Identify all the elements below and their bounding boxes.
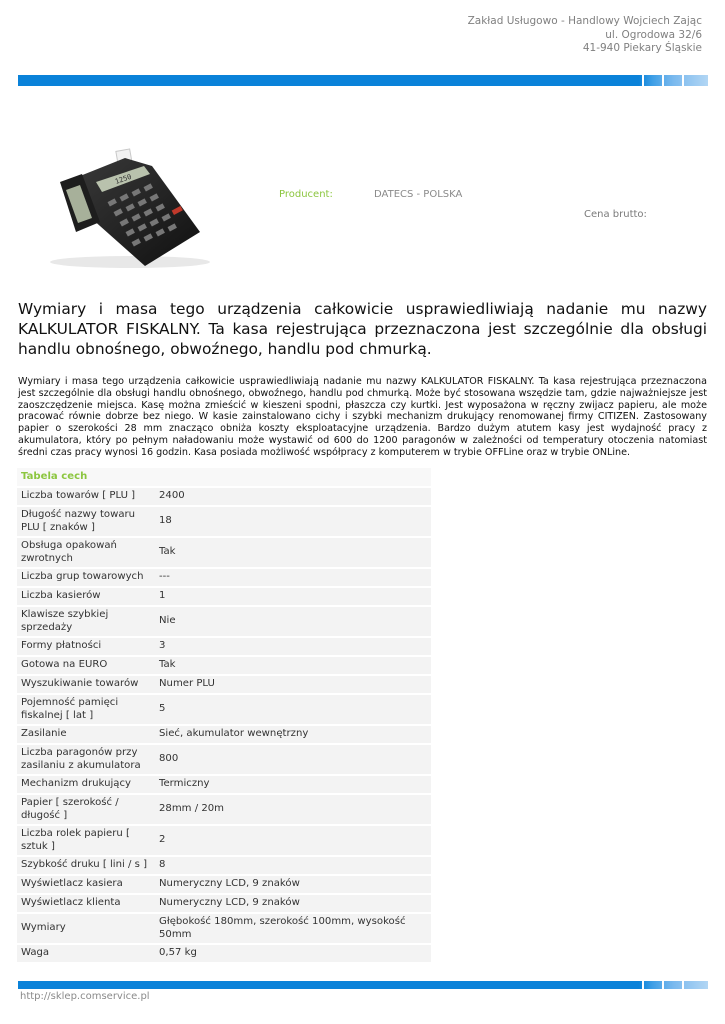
feature-label: Pojemność pamięci fiskalnej [ lat ] [17, 695, 155, 724]
producer-label: Producent: [279, 189, 333, 200]
table-row [17, 745, 431, 774]
table-row [17, 657, 431, 674]
feature-label: Papier [ szerokość / długość ] [17, 795, 155, 824]
feature-value: 8 [155, 857, 431, 874]
table-row [17, 695, 431, 724]
product-image [20, 140, 210, 270]
table-row [17, 914, 431, 943]
table-row [17, 588, 431, 605]
feature-label: Obsługa opakowań zwrotnych [17, 538, 155, 567]
feature-value: Numer PLU [155, 676, 431, 693]
producer-value: DATECS - POLSKA [374, 189, 463, 200]
feature-label: Liczba kasierów [17, 588, 155, 605]
company-name: Zakład Usługowo - Handlowy Wojciech Zając [467, 15, 702, 27]
table-row [17, 726, 431, 743]
feature-value: 0,57 kg [155, 945, 431, 962]
display-readout: 1250 [114, 172, 133, 186]
feature-value: Tak [155, 538, 431, 567]
features-table-header [17, 468, 431, 486]
feature-label: Liczba paragonów przy zasilaniu z akumulatora [17, 745, 155, 774]
feature-label: Liczba grup towarowych [17, 569, 155, 586]
header-divider-bar [18, 75, 708, 86]
table-row [17, 569, 431, 586]
feature-value: 2400 [155, 488, 431, 505]
table-row [17, 945, 431, 962]
feature-value: Nie [155, 607, 431, 636]
price-label: Cena brutto: [584, 209, 647, 220]
feature-label: Długość nazwy towaru PLU [ znaków ] [17, 507, 155, 536]
table-row [17, 795, 431, 824]
table-row [17, 676, 431, 693]
feature-label: Waga [17, 945, 155, 962]
company-city: 41-940 Piekary Śląskie [582, 42, 702, 54]
feature-value: 2 [155, 826, 431, 855]
feature-value: 28mm / 20m [155, 795, 431, 824]
feature-label: Wyszukiwanie towarów [17, 676, 155, 693]
feature-label: Mechanizm drukujący [17, 776, 155, 793]
feature-label: Zasilanie [17, 726, 155, 743]
feature-value: 1 [155, 588, 431, 605]
feature-label: Wyświetlacz klienta [17, 895, 155, 912]
table-row [17, 507, 431, 536]
feature-label: Klawisze szybkiej sprzedaży [17, 607, 155, 636]
table-row [17, 638, 431, 655]
table-row [17, 895, 431, 912]
feature-label: Wyświetlacz kasiera [17, 876, 155, 893]
table-row [17, 857, 431, 874]
feature-label: Liczba towarów [ PLU ] [17, 488, 155, 505]
product-description: Wymiary i masa tego urządzenia całkowicie usprawiedliwiają nadanie mu nazwy KALKULATOR FISKALNY. Ta kasa rejestrująca przeznaczona jest szczególnie dla obsługi handlu obnośnego, obwoźnego, handlu pod chmurką. Może być stosowana wszędzie tam, gdzie najważniejsze jest zaoszczędzenie miejsca. Kasę można zmieścić w kieszeni spodni, płaszcza czy kurtki. Jest wyposażona w ręczny zwijacz papieru, ale może pracować równie dobrze bez niego. W kasie zainstalowano cichy i szybki mechanizm drukujący renomowanej firmy CITIZEN. Zastosowany papier o szerokości 28 mm znacząco obniża koszty eksploatacyjne urządzenia. Bardzo dużym atutem kasy jest wydajność pracy z akumulatora, który po pełnym naładowaniu może wystawić od 600 do 1200 paragonów w zależności od temperatury otoczenia natomiast średni czas pracy wynosi 16 godzin. Kasa posiada możliwość współpracy z komputerem w trybie OFFLine oraz w trybie ONLine. [18, 376, 707, 458]
company-street: ul. Ogrodowa 32/6 [605, 28, 702, 41]
feature-label: Gotowa na EURO [17, 657, 155, 674]
feature-value: Numeryczny LCD, 9 znaków [155, 895, 431, 912]
feature-label: Liczba rolek papieru [ sztuk ] [17, 826, 155, 855]
feature-value: 5 [155, 695, 431, 724]
feature-value: 800 [155, 745, 431, 774]
table-row [17, 607, 431, 636]
feature-value: Tak [155, 657, 431, 674]
feature-value: --- [155, 569, 431, 586]
company-address [302, 15, 702, 56]
feature-value: Termiczny [155, 776, 431, 793]
product-headline: Wymiary i masa tego urządzenia całkowicie usprawiedliwiają nadanie mu nazwy KALKULATOR FISKALNY. Ta kasa rejestrująca przeznaczona jest szczególnie dla obsługi handlu obnośnego, obwoźnego, handlu pod chmurką. [18, 300, 707, 358]
feature-value: 18 [155, 507, 431, 536]
features-table-title: Tabela cech [17, 468, 431, 486]
feature-value: Sieć, akumulator wewnętrzny [155, 726, 431, 743]
feature-label: Wymiary [17, 914, 155, 943]
features-table [17, 466, 431, 964]
footer-divider-bar [18, 981, 708, 989]
feature-label: Formy płatności [17, 638, 155, 655]
feature-value: 3 [155, 638, 431, 655]
feature-value: Głębokość 180mm, szerokość 100mm, wysokość 50mm [155, 914, 431, 943]
feature-label: Szybkość druku [ lini / s ] [17, 857, 155, 874]
table-row [17, 776, 431, 793]
feature-value: Numeryczny LCD, 9 znaków [155, 876, 431, 893]
table-row [17, 876, 431, 893]
table-row [17, 826, 431, 855]
table-row [17, 538, 431, 567]
table-row [17, 488, 431, 505]
footer-url: http://sklep.comservice.pl [20, 991, 150, 1002]
